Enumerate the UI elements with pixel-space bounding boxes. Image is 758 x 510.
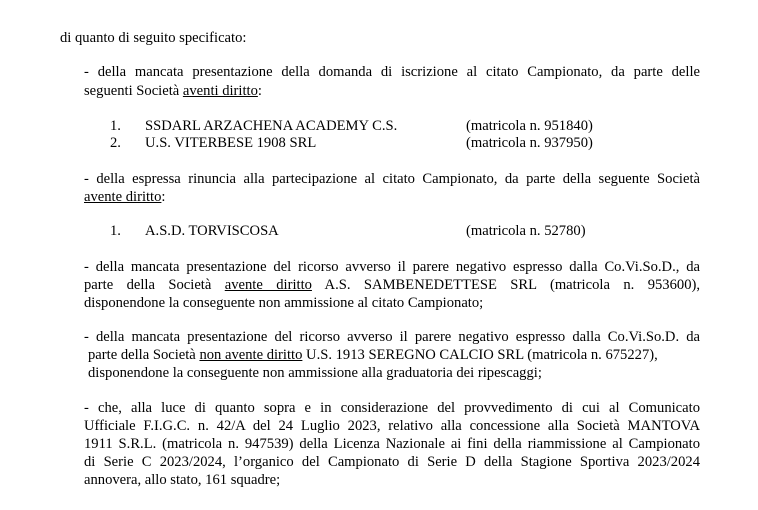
list-number: 1. bbox=[110, 223, 121, 239]
paragraph-line: 1911 S.R.L. (matricola n. 947539) della Licenza Nazionale ai fini della riammissione al Campionato bbox=[84, 436, 700, 452]
paragraph-line: - della mancata presentazione della domanda di iscrizione al citato Campionato, da parte delle bbox=[84, 64, 700, 80]
paragraph-line: parte della Società avente diritto A.S. SAMBENEDETTESE SRL (matricola n. 953600), bbox=[84, 277, 700, 293]
paragraph-line: disponendone la conseguente non ammissione al citato Campionato; bbox=[84, 295, 484, 311]
paragraph-line: di Serie C 2023/2024, l’organico del Campionato di Serie D della Stagione Sportiva 2023/2024 bbox=[84, 454, 700, 470]
registration-number: (matricola n. 951840) bbox=[466, 118, 593, 134]
list-number: 2. bbox=[110, 135, 121, 151]
paragraph-line: Ufficiale F.I.G.C. n. 42/A del 24 Luglio 2023, relativo alla concessione alla Società MANTOVA bbox=[84, 418, 700, 434]
underlined-text: aventi diritto bbox=[182, 83, 258, 99]
team-name: A.S.D. TORVISCOSA bbox=[145, 223, 279, 239]
paragraph-line: - della mancata presentazione del ricorso avverso il parere negativo espresso dalla Co.Vi.So.D. da bbox=[84, 329, 700, 345]
underlined-text: non avente diritto bbox=[199, 347, 303, 363]
paragraph-line: - della espressa rinuncia alla partecipazione al citato Campionato, da parte della seguente Società bbox=[84, 171, 700, 187]
paragraph-line: disponendone la conseguente non ammissione alla graduatoria dei ripescaggi; bbox=[88, 365, 542, 381]
paragraph-line: seguenti Società aventi diritto: bbox=[84, 83, 262, 99]
registration-number: (matricola n. 52780) bbox=[466, 223, 586, 239]
list-number: 1. bbox=[110, 118, 121, 134]
paragraph-line: avente diritto: bbox=[84, 189, 166, 205]
team-name: U.S. VITERBESE 1908 SRL bbox=[145, 135, 317, 151]
paragraph-line: - della mancata presentazione del ricorso avverso il parere negativo espresso dalla Co.Vi.So.D., da bbox=[84, 259, 700, 275]
underlined-text: avente diritto bbox=[84, 189, 162, 205]
underlined-text: avente diritto bbox=[224, 277, 312, 293]
paragraph-line: - che, alla luce di quanto sopra e in considerazione del provvedimento di cui al Comunicato bbox=[84, 400, 700, 416]
intro-text: di quanto di seguito specificato: bbox=[60, 30, 247, 46]
team-name: SSDARL ARZACHENA ACADEMY C.S. bbox=[145, 118, 398, 134]
registration-number: (matricola n. 937950) bbox=[466, 135, 593, 151]
paragraph-line: annovera, allo stato, 161 squadre; bbox=[84, 472, 281, 488]
paragraph-line: parte della Società non avente diritto U.S. 1913 SEREGNO CALCIO SRL (matricola n. 675227), bbox=[88, 347, 658, 363]
